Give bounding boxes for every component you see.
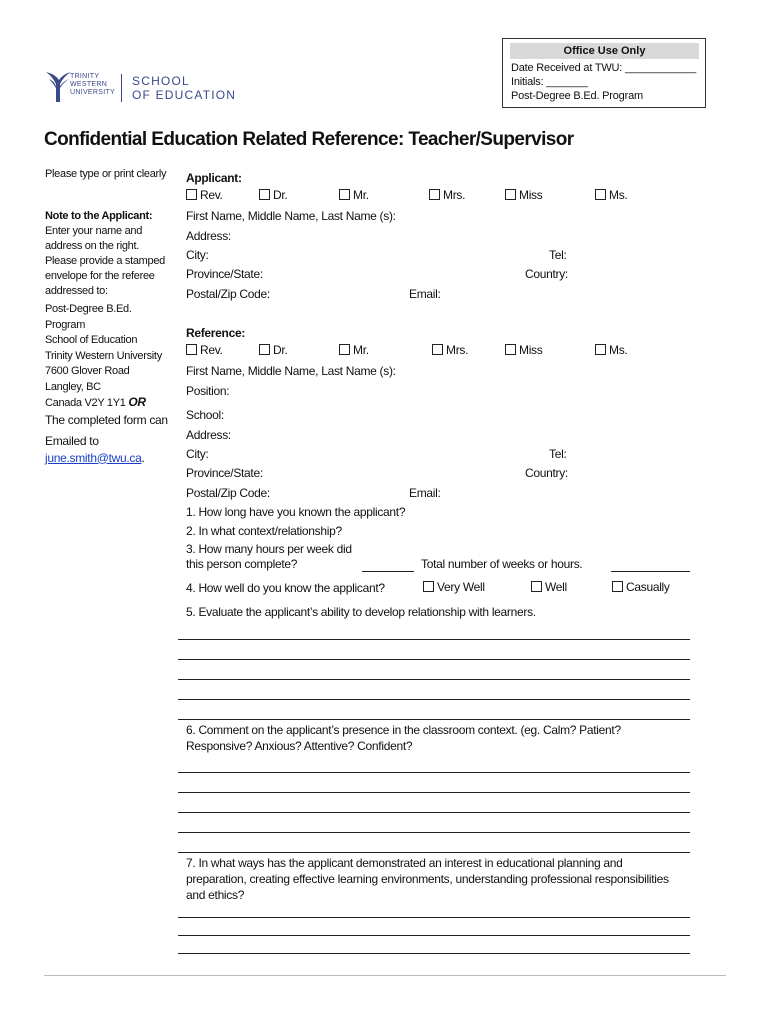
q6-answer-line[interactable]: [178, 792, 690, 793]
question-2: 2. In what context/relationship?: [186, 524, 342, 538]
reference-rev-label: Rev.: [200, 343, 223, 357]
note-line: Enter your name and: [45, 225, 143, 237]
question-6-line1: 6. Comment on the applicant’s presence in the classroom context. (eg. Calm? Patient?: [186, 723, 621, 737]
reference-mrs-label: Mrs.: [446, 343, 469, 357]
q6-answer-line[interactable]: [178, 832, 690, 833]
applicant-miss-label: Miss: [519, 188, 543, 202]
postal-code: Canada V2Y 1Y1: [45, 397, 129, 409]
address-line: School of Education: [45, 334, 138, 346]
reference-rev-checkbox[interactable]: [186, 344, 197, 355]
reference-dr-label: Dr.: [273, 343, 288, 357]
reference-postal-field[interactable]: Postal/Zip Code:: [186, 486, 270, 500]
reference-province-field[interactable]: Province/State:: [186, 466, 263, 480]
reference-heading: Reference:: [186, 326, 246, 340]
logo-trinity: TRINITY: [70, 73, 100, 80]
reference-miss-label: Miss: [519, 343, 543, 357]
note-heading: Note to the Applicant:: [45, 210, 153, 222]
q5-answer-line[interactable]: [178, 679, 690, 680]
left-instructions: [45, 167, 175, 466]
q4-casually-label: Casually: [626, 580, 670, 594]
school-of-education-wordmark: [132, 74, 236, 102]
q4-very-well-option: [423, 580, 485, 594]
applicant-heading: Applicant:: [186, 171, 242, 185]
q4-very-well-label: Very Well: [437, 580, 485, 594]
reference-position-field[interactable]: Position:: [186, 384, 230, 398]
reference-mr-checkbox[interactable]: [339, 344, 350, 355]
question-3-line2: this person complete?: [186, 557, 298, 571]
applicant-email-field[interactable]: Email:: [409, 287, 441, 301]
reference-miss-checkbox[interactable]: [505, 344, 516, 355]
q5-answer-line[interactable]: [178, 699, 690, 700]
email-period: .: [141, 450, 145, 465]
applicant-miss-checkbox[interactable]: [505, 189, 516, 200]
email-link[interactable]: june.smith@twu.ca: [45, 450, 142, 465]
q4-casually-option: [612, 580, 670, 594]
applicant-mr-label: Mr.: [353, 188, 369, 202]
q4-well-label: Well: [545, 580, 567, 594]
completed-form-note: The completed form can: [45, 412, 168, 427]
reference-mr-label: Mr.: [353, 343, 369, 357]
address-line: 7600 Glover Road: [45, 365, 130, 377]
question-4: 4. How well do you know the applicant?: [186, 581, 385, 595]
q5-answer-line[interactable]: [178, 659, 690, 660]
applicant-postal-field[interactable]: Postal/Zip Code:: [186, 287, 270, 301]
reference-mrs-checkbox[interactable]: [432, 344, 443, 355]
question-3-line1: 3. How many hours per week did: [186, 542, 352, 556]
applicant-address-field[interactable]: Address:: [186, 229, 231, 243]
reference-name-field[interactable]: First Name, Middle Name, Last Name (s):: [186, 364, 396, 378]
reference-email-field[interactable]: Email:: [409, 486, 441, 500]
question-1: 1. How long have you known the applicant?: [186, 505, 406, 519]
office-use-box: [502, 38, 706, 108]
q6-answer-line[interactable]: [178, 852, 690, 853]
total-weeks-label: Total number of weeks or hours.: [421, 557, 583, 571]
note-line: Please provide a stamped: [45, 255, 165, 267]
reference-country-field[interactable]: Country:: [525, 466, 568, 480]
q4-casually-checkbox[interactable]: [612, 581, 623, 592]
logo-university: UNIVERSITY: [70, 89, 116, 96]
question-7-line2: preparation, creating effective learning environments, understanding professional responsibilities: [186, 872, 669, 886]
question-7-line1: 7. In what ways has the applicant demonstrated an interest in educational planning and: [186, 856, 623, 870]
q5-answer-line[interactable]: [178, 719, 690, 720]
q7-answer-line[interactable]: [178, 953, 690, 954]
note-line: envelope for the referee: [45, 270, 155, 282]
initials-field: Initials: _______: [511, 76, 588, 88]
question-6-line2: Responsive? Anxious? Attentive? Confident?: [186, 739, 413, 753]
address-line: Trinity Western University: [45, 349, 162, 362]
applicant-rev-checkbox[interactable]: [186, 189, 197, 200]
question-7-line3: and ethics?: [186, 888, 245, 902]
logo-wordmark: [70, 73, 115, 97]
applicant-mrs-label: Mrs.: [443, 188, 466, 202]
date-received-field: Date Received at TWU: ____________: [511, 62, 697, 74]
applicant-ms-label: Ms.: [609, 188, 628, 202]
q6-answer-line[interactable]: [178, 812, 690, 813]
reference-city-field[interactable]: City:: [186, 447, 209, 461]
office-use-header: Office Use Only: [510, 43, 699, 59]
page-bottom-divider: [44, 975, 726, 976]
applicant-tel-field[interactable]: Tel:: [549, 248, 567, 262]
applicant-mrs-checkbox[interactable]: [429, 189, 440, 200]
q5-answer-line[interactable]: [178, 639, 690, 640]
q7-answer-line[interactable]: [178, 917, 690, 918]
logo-western: WESTERN: [70, 81, 108, 88]
or-label: OR: [128, 395, 146, 409]
applicant-dr-label: Dr.: [273, 188, 288, 202]
q4-very-well-checkbox[interactable]: [423, 581, 434, 592]
logo-divider: [121, 74, 122, 102]
applicant-rev-label: Rev.: [200, 188, 223, 202]
applicant-city-field[interactable]: City:: [186, 248, 209, 262]
reference-dr-checkbox[interactable]: [259, 344, 270, 355]
logo-school: SCHOOL: [132, 74, 190, 88]
reference-school-field[interactable]: School:: [186, 408, 224, 422]
note-line: addressed to:: [45, 285, 108, 297]
q4-well-option: [531, 580, 567, 594]
address-line: Post-Degree B.Ed.: [45, 303, 132, 315]
reference-address-field[interactable]: Address:: [186, 428, 231, 442]
applicant-dr-checkbox[interactable]: [259, 189, 270, 200]
page-title: Confidential Education Related Reference: Teacher/Supervisor: [44, 129, 574, 150]
reference-tel-field[interactable]: Tel:: [549, 447, 567, 461]
program-label: Post-Degree B.Ed. Program: [511, 90, 643, 102]
applicant-country-field[interactable]: Country:: [525, 267, 568, 281]
applicant-mr-checkbox[interactable]: [339, 189, 350, 200]
hours-per-week-blank[interactable]: [362, 571, 414, 572]
note-line: address on the right.: [45, 240, 139, 252]
applicant-province-field[interactable]: Province/State:: [186, 267, 263, 281]
logo-of-education: OF EDUCATION: [132, 88, 237, 102]
reference-ms-checkbox[interactable]: [595, 344, 606, 355]
emailed-to-label: Emailed to: [45, 433, 99, 448]
print-clearly-note: Please type or print clearly: [45, 168, 167, 180]
q7-answer-line[interactable]: [178, 935, 690, 936]
question-5: 5. Evaluate the applicant’s ability to develop relationship with learners.: [186, 605, 536, 619]
postal-line: [45, 395, 175, 412]
address-line: Langley, BC: [45, 380, 101, 393]
reference-ms-label: Ms.: [609, 343, 628, 357]
q4-well-checkbox[interactable]: [531, 581, 542, 592]
applicant-name-field[interactable]: First Name, Middle Name, Last Name (s):: [186, 209, 396, 223]
total-weeks-blank[interactable]: [611, 571, 690, 572]
q6-answer-line[interactable]: [178, 772, 690, 773]
applicant-ms-checkbox[interactable]: [595, 189, 606, 200]
address-line: Program: [45, 318, 86, 331]
